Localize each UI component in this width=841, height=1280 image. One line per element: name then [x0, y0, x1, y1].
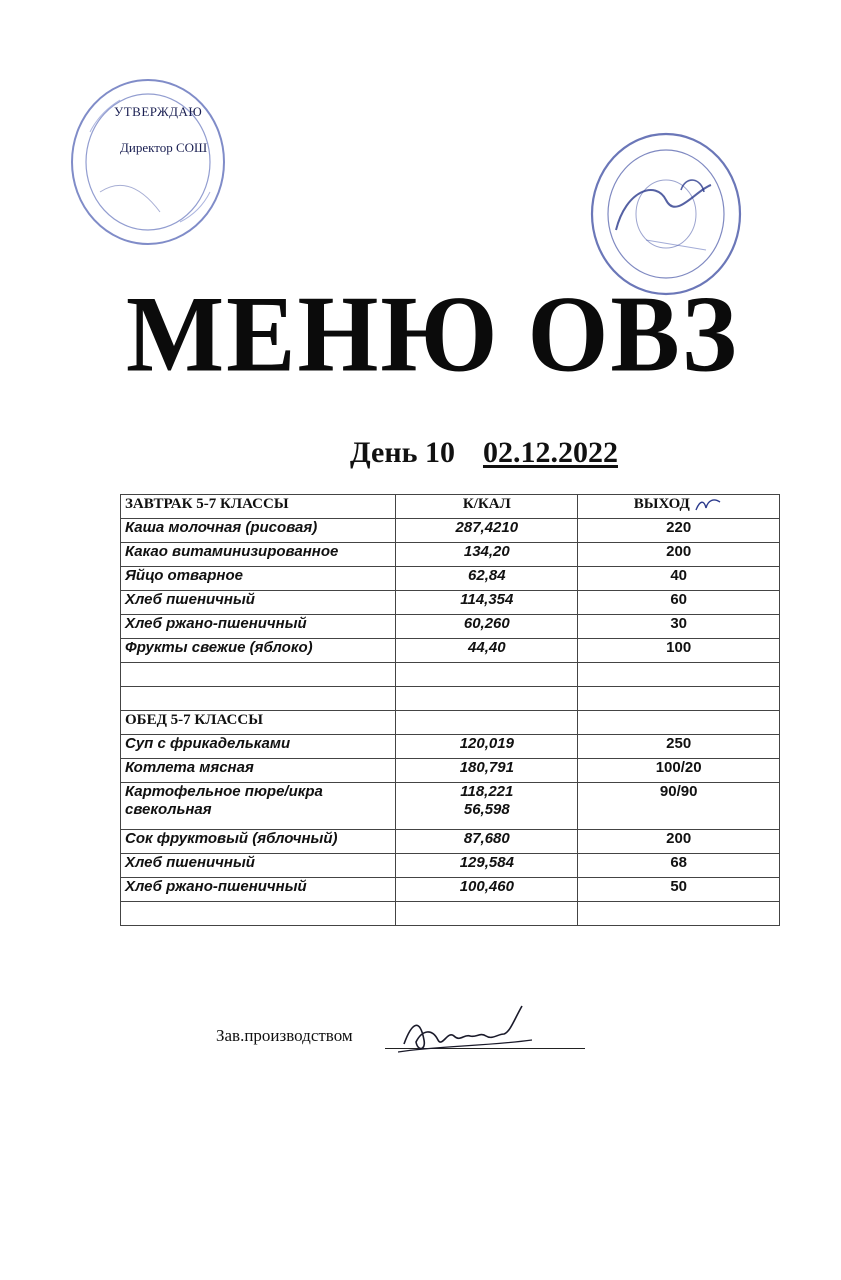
- dish-kcal: 62,84: [396, 567, 578, 591]
- lunch-header: ОБЕД 5-7 КЛАССЫ: [121, 711, 396, 735]
- dish-output: 100: [578, 639, 780, 663]
- dish-output: 250: [578, 735, 780, 759]
- breakfast-header: ЗАВТРАК 5-7 КЛАССЫ: [121, 495, 396, 519]
- handwritten-mark-icon: [694, 496, 724, 514]
- page-title: МЕНЮ ОВЗ: [126, 274, 739, 395]
- dish-name: Хлеб ржано-пшеничный: [121, 878, 396, 902]
- dish-name: Хлеб ржано-пшеничный: [121, 615, 396, 639]
- table-row: [121, 615, 780, 639]
- stamp-director-text: Директор СОШ: [120, 140, 208, 155]
- day-label: День 10: [350, 436, 455, 469]
- table-row: [121, 783, 780, 830]
- dish-output: 30: [578, 615, 780, 639]
- approval-stamp-seal: [70, 72, 232, 248]
- menu-table: [120, 494, 780, 926]
- stamp-approve-text: УТВЕРЖДАЮ: [114, 104, 203, 119]
- dish-output: 220: [578, 519, 780, 543]
- table-row: [121, 591, 780, 615]
- table-row: [121, 878, 780, 902]
- dish-kcal: 129,584: [396, 854, 578, 878]
- empty-row: [121, 687, 780, 711]
- dish-kcal: 44,40: [396, 639, 578, 663]
- menu-date: 02.12.2022: [482, 436, 618, 469]
- dish-kcal: 134,20: [396, 543, 578, 567]
- table-row: [121, 735, 780, 759]
- dish-output: 68: [578, 854, 780, 878]
- dish-kcal-line2: 56,598: [463, 801, 510, 818]
- dish-kcal: 120,019: [396, 735, 578, 759]
- day-heading: [350, 436, 618, 470]
- kcal-header: К/КАЛ: [396, 495, 578, 519]
- dish-name: [121, 783, 396, 830]
- table-row: [121, 854, 780, 878]
- table-row: [121, 830, 780, 854]
- dish-name: Хлеб пшеничный: [121, 854, 396, 878]
- table-header-row: [121, 495, 780, 519]
- dish-output: 40: [578, 567, 780, 591]
- dish-output: 90/90: [578, 783, 780, 830]
- dish-kcal: 60,260: [396, 615, 578, 639]
- dish-output: 50: [578, 878, 780, 902]
- lunch-section-row: [121, 711, 780, 735]
- dish-output: 100/20: [578, 759, 780, 783]
- dish-name-line2: свекольная: [125, 801, 212, 818]
- table-row: [121, 567, 780, 591]
- empty-row: [121, 663, 780, 687]
- output-header-text: ВЫХОД: [633, 496, 690, 512]
- dish-name-line1: Картофельное пюре/икра: [125, 783, 323, 800]
- dish-name: Каша молочная (рисовая): [121, 519, 396, 543]
- dish-name: Котлета мясная: [121, 759, 396, 783]
- output-header: [578, 495, 780, 519]
- dish-name: Яйцо отварное: [121, 567, 396, 591]
- table-row: [121, 759, 780, 783]
- dish-output: 200: [578, 543, 780, 567]
- dish-kcal: 87,680: [396, 830, 578, 854]
- table-row: [121, 519, 780, 543]
- dish-kcal: 114,354: [396, 591, 578, 615]
- handwritten-signature: [398, 1000, 534, 1064]
- signature-label: Зав.производством: [216, 1026, 353, 1045]
- dish-name: Суп с фрикадельками: [121, 735, 396, 759]
- table-row: [121, 639, 780, 663]
- dish-kcal: 100,460: [396, 878, 578, 902]
- table-row: [121, 543, 780, 567]
- dish-name: Сок фруктовый (яблочный): [121, 830, 396, 854]
- dish-output: 60: [578, 591, 780, 615]
- dish-name: Какао витаминизированное: [121, 543, 396, 567]
- dish-kcal: 287,4210: [396, 519, 578, 543]
- approval-stamp: [70, 72, 232, 248]
- dish-name: Хлеб пшеничный: [121, 591, 396, 615]
- dish-kcal: 180,791: [396, 759, 578, 783]
- dish-output: 200: [578, 830, 780, 854]
- dish-kcal-line1: 118,221: [460, 783, 514, 800]
- dish-kcal: [396, 783, 578, 830]
- empty-row: [121, 902, 780, 926]
- dish-name: Фрукты свежие (яблоко): [121, 639, 396, 663]
